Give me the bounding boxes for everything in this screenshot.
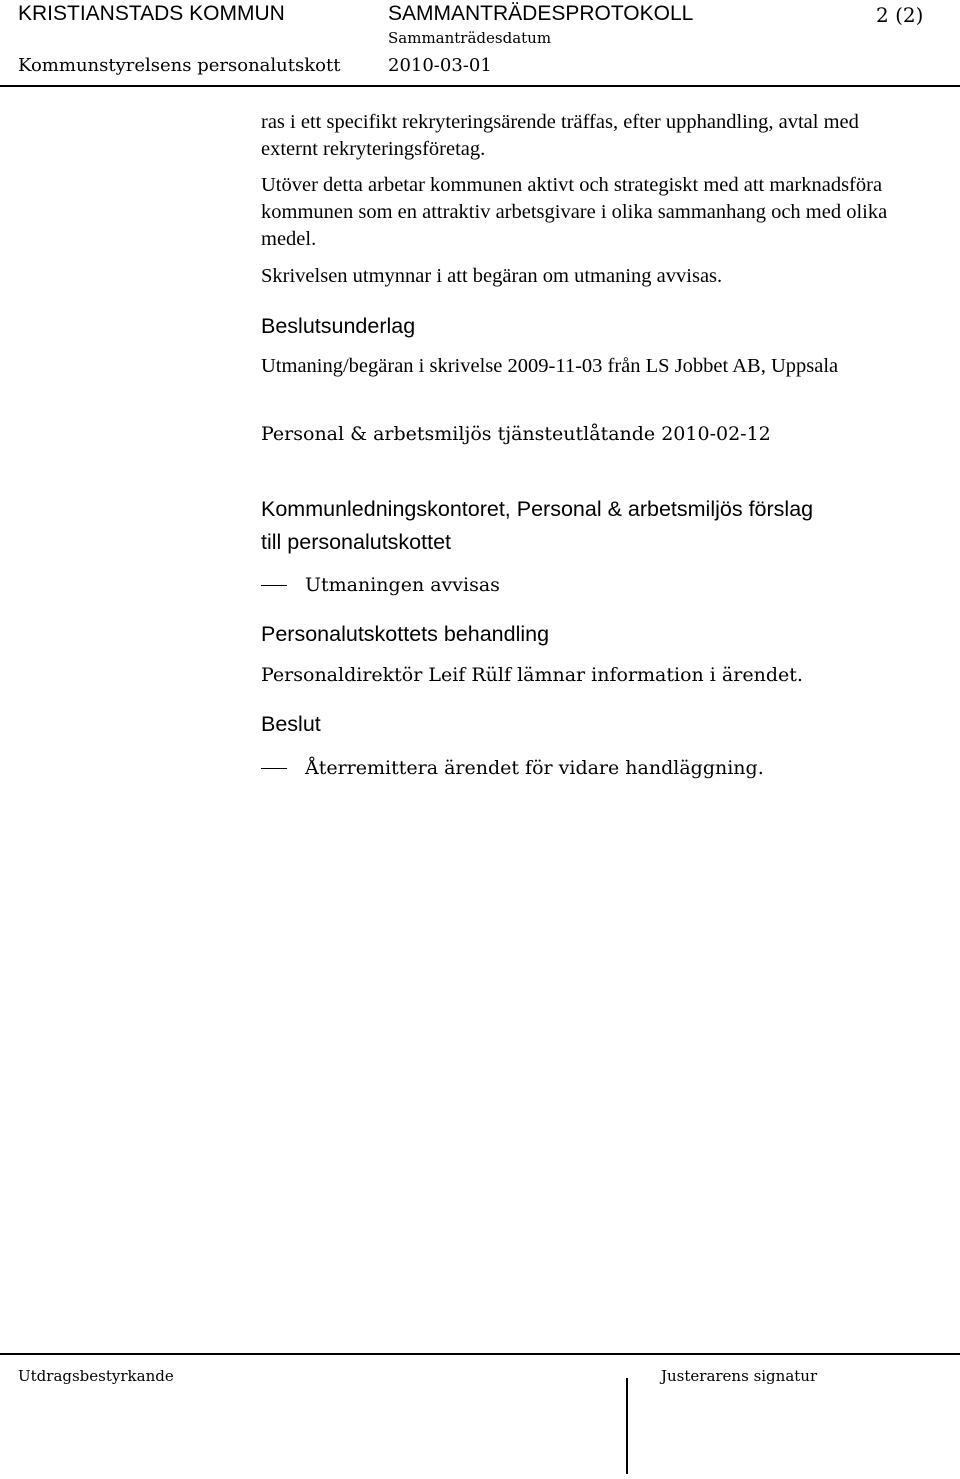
forslag-heading-line-1: Kommunledningskontoret, Personal & arbetsmiljös förslag	[261, 497, 814, 521]
signature-divider	[626, 1378, 628, 1474]
paragraph-2: Utöver detta arbetar kommunen aktivt och strategiskt med att marknadsföra kommunen som en attraktiv arbetsgivare i olika sammanhang och med olika medel.	[261, 174, 888, 250]
forslag-bullet-text: Utmaningen avvisas	[305, 574, 500, 596]
behandling-heading: Personalutskottets behandling	[261, 622, 550, 646]
paragraph-1: ras i ett specifikt rekryteringsärende träffas, efter upphandling, avtal med externt rekryteringsföretag.	[261, 111, 859, 160]
footer-signature-label: Justerarens signatur	[661, 1367, 818, 1385]
footer-divider	[0, 1353, 960, 1355]
page-number: 2 (2)	[876, 3, 924, 27]
beslutsunderlag-heading: Beslutsunderlag	[261, 314, 416, 338]
meeting-date-label: Sammanträdesdatum	[388, 29, 552, 47]
beslut-heading: Beslut	[261, 712, 321, 736]
beslut-bullet-text: Återremittera ärendet för vidare handläggning.	[305, 757, 764, 779]
paragraph-3: Skrivelsen utmynnar i att begäran om utmaning avvisas.	[261, 265, 723, 287]
behandling-text: Personaldirektör Leif Rülf lämnar information i ärendet.	[261, 664, 803, 686]
forslag-heading-line-2: till personalutskottet	[261, 530, 452, 554]
beslutsunderlag-item-2: Personal & arbetsmiljös tjänsteutlåtande 2010-02-12	[261, 423, 771, 445]
beslutsunderlag-item-1: Utmaning/begäran i skrivelse 2009-11-03 från LS Jobbet AB, Uppsala	[261, 355, 839, 377]
dash-bullet-icon	[261, 585, 287, 586]
municipality-name: KRISTIANSTADS KOMMUN	[18, 2, 285, 25]
committee-name: Kommunstyrelsens personalutskott	[18, 55, 341, 76]
header-divider	[0, 85, 960, 87]
meeting-date: 2010-03-01	[388, 55, 492, 76]
dash-bullet-icon	[261, 768, 287, 769]
footer-attestation-label: Utdragsbestyrkande	[18, 1367, 174, 1385]
document-type: SAMMANTRÄDESPROTOKOLL	[388, 2, 694, 25]
